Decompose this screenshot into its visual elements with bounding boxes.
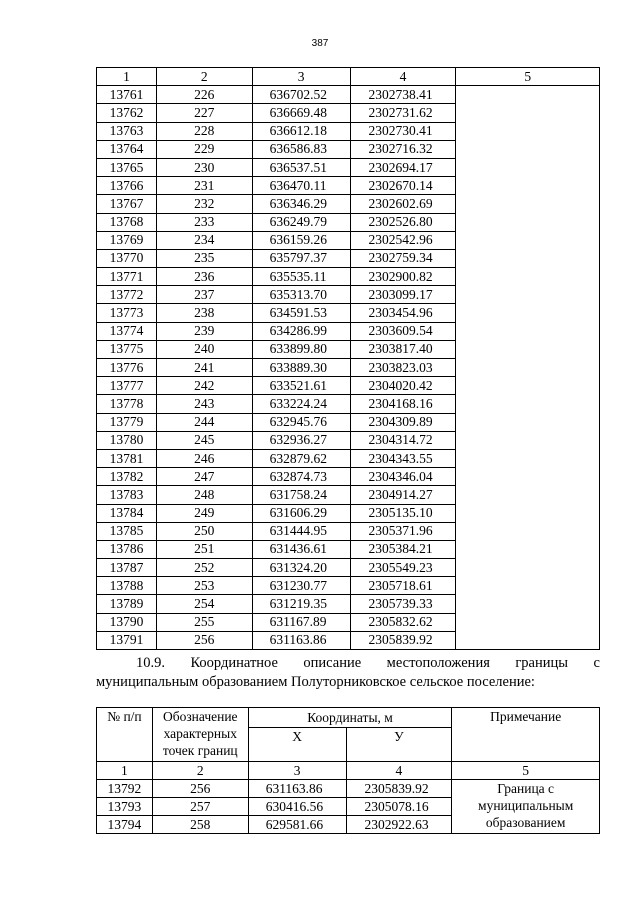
section-10-9 [96,654,600,692]
cell-number: 13771 [97,268,157,286]
table2-number-cell: 5 [452,762,600,780]
cell-number: 13770 [97,249,157,267]
cell-y: 2304346.04 [350,468,456,486]
cell-number: 13774 [97,322,157,340]
cell-x: 633889.30 [252,359,350,377]
cell-y: 2302731.62 [350,104,456,122]
cell-x: 631163.86 [252,631,350,649]
cell-point: 241 [156,359,252,377]
cell-y: 2303609.54 [350,322,456,340]
cell-number: 13793 [97,798,153,816]
cell-x: 636586.83 [252,140,350,158]
cell-y: 2305371.96 [350,522,456,540]
cell-number: 13772 [97,286,157,304]
cell-number: 13787 [97,559,157,577]
cell-point: 250 [156,522,252,540]
cell-point: 245 [156,431,252,449]
cell-note-empty [456,86,600,650]
cell-number: 13785 [97,522,157,540]
cell-x: 636702.52 [252,86,350,104]
note-line: образованием [485,815,566,830]
section-word: границы [515,655,569,671]
cell-x: 635313.70 [252,286,350,304]
cell-number: 13783 [97,486,157,504]
header-note: Примечание [452,708,600,762]
cell-point: 256 [156,631,252,649]
cell-point: 246 [156,449,252,467]
section-heading-line [96,654,600,673]
table-row [97,780,600,798]
cell-point: 234 [156,231,252,249]
cell-y: 2303099.17 [350,286,456,304]
coordinates-table-1 [96,67,600,650]
header-line: точек границ [162,743,238,758]
cell-x: 636346.29 [252,195,350,213]
cell-number: 13776 [97,359,157,377]
cell-x: 635535.11 [252,268,350,286]
cell-y: 2302759.34 [350,249,456,267]
table1-header-row [97,68,600,86]
cell-number: 13773 [97,304,157,322]
cell-point: 230 [156,158,252,176]
note-line: Граница с [497,781,555,796]
cell-x: 631606.29 [252,504,350,522]
table2-header-row [97,708,600,728]
cell-x: 636470.11 [252,177,350,195]
cell-x: 629581.66 [248,816,346,834]
cell-note [452,780,600,834]
note-line: муниципальным [478,798,574,813]
header-x: X [248,728,346,762]
cell-number: 13769 [97,231,157,249]
cell-x: 636612.18 [252,122,350,140]
cell-x: 631219.35 [252,595,350,613]
cell-point: 244 [156,413,252,431]
table-row [97,86,600,104]
cell-number: 13764 [97,140,157,158]
cell-x: 631436.61 [252,540,350,558]
cell-number: 13766 [97,177,157,195]
cell-point: 233 [156,213,252,231]
cell-x: 633899.80 [252,340,350,358]
cell-y: 2302694.17 [350,158,456,176]
cell-y: 2303817.40 [350,340,456,358]
cell-point: 238 [156,304,252,322]
cell-point: 255 [156,613,252,631]
cell-number: 13765 [97,158,157,176]
cell-y: 2303454.96 [350,304,456,322]
cell-y: 2302922.63 [346,816,452,834]
cell-point: 249 [156,504,252,522]
cell-x: 635797.37 [252,249,350,267]
cell-number: 13761 [97,86,157,104]
cell-x: 636249.79 [252,213,350,231]
cell-number: 13781 [97,449,157,467]
section-word: Координатное [190,655,278,671]
cell-x: 636159.26 [252,231,350,249]
cell-x: 632874.73 [252,468,350,486]
cell-y: 2305832.62 [350,613,456,631]
cell-point: 227 [156,104,252,122]
header-line: Обозначение [162,709,238,724]
cell-y: 2305718.61 [350,577,456,595]
section-word: описание [303,655,362,671]
page-number: 387 [311,38,329,49]
table2-number-cell: 2 [152,762,248,780]
cell-number: 13784 [97,504,157,522]
table1-header-cell: 1 [97,68,157,86]
cell-number: 13794 [97,816,153,834]
cell-y: 2302716.32 [350,140,456,158]
cell-point: 252 [156,559,252,577]
cell-y: 2305078.16 [346,798,452,816]
cell-y: 2305839.92 [350,631,456,649]
cell-point: 248 [156,486,252,504]
cell-number: 13763 [97,122,157,140]
table2-number-cell: 1 [97,762,153,780]
header-row-number: № п/п [97,708,153,762]
cell-number: 13792 [97,780,153,798]
cell-y: 2302738.41 [350,86,456,104]
cell-point: 235 [156,249,252,267]
cell-y: 2304914.27 [350,486,456,504]
cell-point: 242 [156,377,252,395]
cell-y: 2304020.42 [350,377,456,395]
cell-number: 13788 [97,577,157,595]
table2-number-row [97,762,600,780]
cell-point: 258 [152,816,248,834]
cell-y: 2304314.72 [350,431,456,449]
cell-y: 2304168.16 [350,395,456,413]
table2-number-cell: 4 [346,762,452,780]
table1-header-cell: 4 [350,68,456,86]
cell-point: 256 [152,780,248,798]
cell-number: 13780 [97,431,157,449]
cell-x: 633224.24 [252,395,350,413]
cell-x: 636537.51 [252,158,350,176]
header-point-designation [152,708,248,762]
table1-header-cell: 2 [156,68,252,86]
cell-point: 228 [156,122,252,140]
cell-number: 13790 [97,613,157,631]
cell-point: 253 [156,577,252,595]
table1-header-cell: 5 [456,68,600,86]
cell-point: 237 [156,286,252,304]
cell-number: 13778 [97,395,157,413]
cell-number: 13791 [97,631,157,649]
cell-number: 13782 [97,468,157,486]
cell-point: 226 [156,86,252,104]
cell-point: 239 [156,322,252,340]
section-word: с [593,655,600,671]
cell-x: 631324.20 [252,559,350,577]
cell-y: 2304309.89 [350,413,456,431]
cell-point: 240 [156,340,252,358]
cell-point: 247 [156,468,252,486]
cell-y: 2305839.92 [346,780,452,798]
cell-x: 631167.89 [252,613,350,631]
cell-x: 632936.27 [252,431,350,449]
cell-y: 2304343.55 [350,449,456,467]
cell-y: 2305384.21 [350,540,456,558]
cell-number: 13767 [97,195,157,213]
cell-number: 13777 [97,377,157,395]
cell-x: 631163.86 [248,780,346,798]
cell-point: 236 [156,268,252,286]
cell-point: 232 [156,195,252,213]
cell-number: 13789 [97,595,157,613]
section-number: 10.9. [136,655,165,671]
cell-number: 13762 [97,104,157,122]
cell-x: 632879.62 [252,449,350,467]
cell-x: 631444.95 [252,522,350,540]
table1-header-cell: 3 [252,68,350,86]
cell-y: 2303823.03 [350,359,456,377]
cell-point: 243 [156,395,252,413]
table2-number-cell: 3 [248,762,346,780]
header-coordinates: Координаты, м [248,708,452,728]
cell-point: 229 [156,140,252,158]
cell-y: 2305739.33 [350,595,456,613]
cell-number: 13775 [97,340,157,358]
cell-y: 2302526.80 [350,213,456,231]
coordinates-table-2 [96,707,600,834]
cell-x: 631758.24 [252,486,350,504]
cell-number: 13768 [97,213,157,231]
cell-y: 2305135.10 [350,504,456,522]
cell-x: 633521.61 [252,377,350,395]
cell-point: 231 [156,177,252,195]
cell-y: 2302542.96 [350,231,456,249]
cell-x: 636669.48 [252,104,350,122]
cell-y: 2302670.14 [350,177,456,195]
header-y: У [346,728,452,762]
cell-x: 630416.56 [248,798,346,816]
header-line: характерных [163,726,237,741]
cell-y: 2302602.69 [350,195,456,213]
section-word: местоположения [386,655,490,671]
cell-point: 254 [156,595,252,613]
cell-y: 2305549.23 [350,559,456,577]
cell-x: 634591.53 [252,304,350,322]
cell-number: 13779 [97,413,157,431]
cell-number: 13786 [97,540,157,558]
section-text-line: муниципальным образованием Полуторниковское сельское поселение: [96,674,535,690]
cell-y: 2302900.82 [350,268,456,286]
cell-x: 631230.77 [252,577,350,595]
cell-y: 2302730.41 [350,122,456,140]
cell-x: 634286.99 [252,322,350,340]
cell-point: 251 [156,540,252,558]
cell-point: 257 [152,798,248,816]
cell-x: 632945.76 [252,413,350,431]
